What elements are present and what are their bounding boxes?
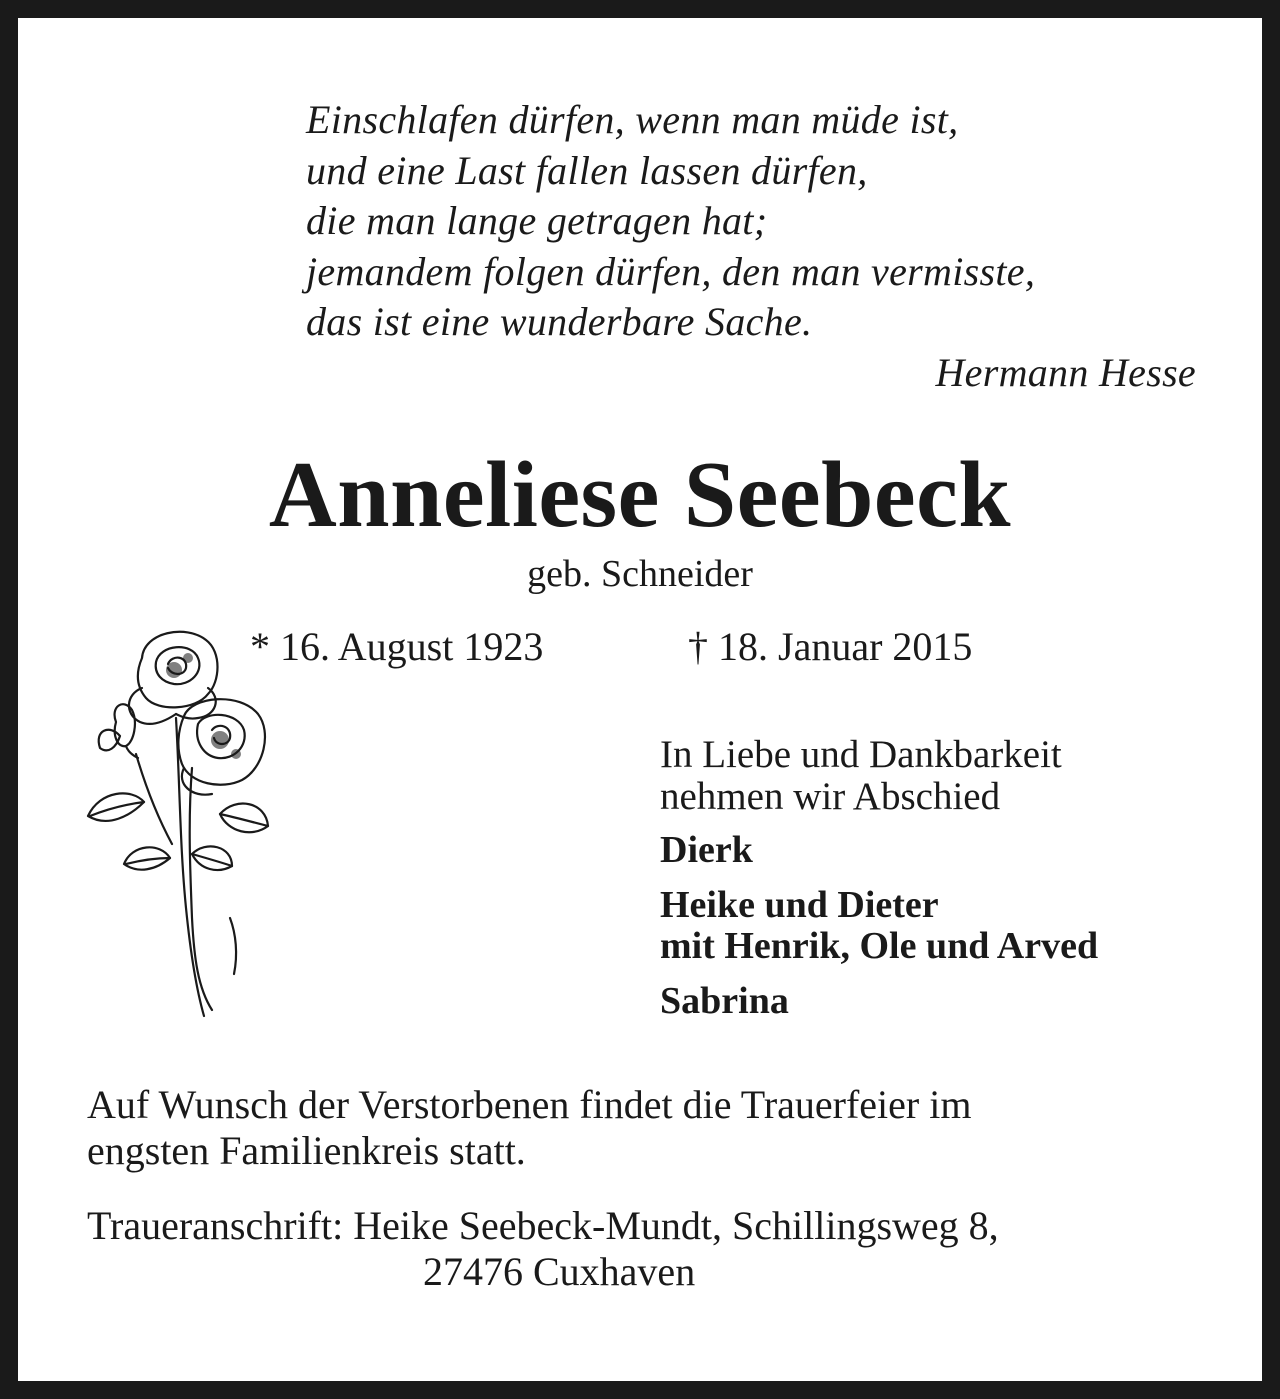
mourner-group [660, 885, 1220, 967]
poem-author: Hermann Hesse [935, 349, 1196, 395]
notice-line: engsten Familienkreis statt. [87, 1128, 526, 1173]
address-line: Traueranschrift: Heike Seebeck-Mundt, Schillingsweg 8, [87, 1203, 999, 1248]
notice-line: Auf Wunsch der Verstorbenen findet die Trauerfeier im [87, 1082, 972, 1127]
rose-icon [80, 618, 280, 1030]
mourner-name: mit Henrik, Ole und Arved [660, 925, 1099, 967]
maiden-name: geb. Schneider [527, 553, 753, 595]
mourning-address [87, 1203, 1207, 1295]
birth-date: * 16. August 1923 [250, 624, 544, 669]
mourner-group [660, 830, 1220, 871]
mourner-name: Heike und Dieter [660, 884, 939, 926]
family-block [660, 734, 1220, 1036]
poem-line: die man lange getragen hat; [306, 198, 768, 243]
death-date: † 18. Januar 2015 [688, 624, 973, 669]
poem-line: jemandem folgen dürfen, den man vermisste, [306, 248, 1036, 294]
farewell-text [660, 734, 1220, 818]
mourner-group [660, 981, 1220, 1022]
mourner-name: Dierk [660, 829, 753, 871]
farewell-line: nehmen wir Abschied [660, 775, 1001, 818]
hesse-poem [306, 95, 1196, 398]
address-city: 27476 Cuxhaven [423, 1249, 696, 1294]
farewell-line: In Liebe und Dankbarkeit [660, 733, 1062, 776]
poem-line: das ist eine wunderbare Sache. [306, 299, 813, 344]
poem-line: Einschlafen dürfen, wenn man müde ist, [306, 97, 959, 142]
poem-line: und eine Last fallen lassen dürfen, [306, 147, 868, 193]
mourner-name: Sabrina [660, 980, 789, 1022]
funeral-notice [87, 1082, 1207, 1174]
deceased-name: Anneliese Seebeck [268, 443, 1012, 547]
